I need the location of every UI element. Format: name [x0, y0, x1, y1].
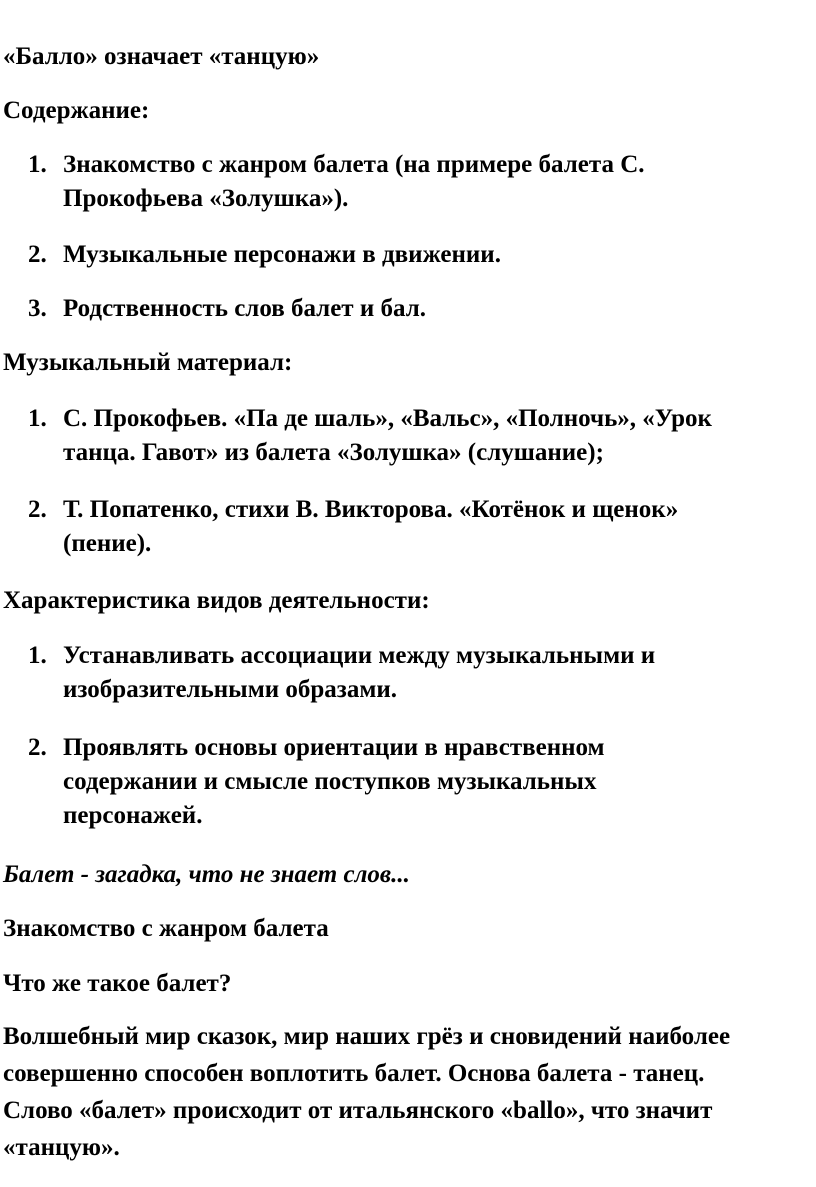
material-item-2 — [28, 493, 798, 561]
material-item-1 — [28, 402, 798, 470]
epigraph: Балет - загадка, что не знает слов... — [3, 861, 410, 888]
activities-heading: Характеристика видов деятельности: — [3, 587, 430, 614]
closing-line-2: совершенно способен воплотить балет. Основа балета - танец. — [3, 1060, 705, 1087]
contents-heading: Содержание: — [3, 97, 150, 124]
activities-item-2 — [28, 731, 798, 833]
list-text-line: С. Прокофьев. «Па де шаль», «Вальс», «Полночь», «Урок — [63, 405, 712, 432]
list-number: 2. — [28, 496, 47, 523]
list-number: 2. — [28, 241, 47, 268]
list-text-line: содержании и смысле поступков музыкальных — [63, 768, 597, 795]
section-title: Знакомство с жанром балета — [3, 915, 329, 942]
list-text-line: Знакомство с жанром балета (на примере балета С. — [63, 151, 645, 178]
list-text-line: (пение). — [63, 530, 152, 557]
list-text-line: Проявлять основы ориентации в нравственном — [63, 734, 605, 761]
intro-line: «Балло» означает «танцую» — [3, 43, 320, 70]
closing-line-1: Волшебный мир сказок, мир наших грёз и сновидений наиболее — [3, 1023, 731, 1050]
list-text-line: танца. Гавот» из балета «Золушка» (слушание); — [63, 439, 604, 466]
list-number: 1. — [28, 405, 47, 432]
list-text-line: персонажей. — [63, 802, 203, 829]
contents-item-1 — [28, 148, 798, 216]
list-text-line: изобразительными образами. — [63, 676, 398, 703]
list-text-line: Прокофьева «Золушка»). — [63, 185, 349, 212]
list-number: 1. — [28, 151, 47, 178]
contents-item-3 — [28, 292, 798, 326]
closing-line-3: Слово «балет» происходит от итальянского «ballo», что значит — [3, 1097, 713, 1124]
closing-line-4: «танцую». — [3, 1134, 120, 1161]
contents-item-2 — [28, 238, 798, 272]
list-number: 1. — [28, 642, 47, 669]
list-text-line: Т. Попатенко, стихи В. Викторова. «Котёнок и щенок» — [63, 496, 679, 523]
question-line: Что же такое балет? — [3, 970, 232, 997]
activities-item-1 — [28, 639, 798, 707]
list-text-line: Музыкальные персонажи в движении. — [63, 241, 501, 268]
list-text-line: Устанавливать ассоциации между музыкальными и — [63, 642, 656, 669]
material-heading: Музыкальный материал: — [3, 349, 293, 376]
list-number: 3. — [28, 295, 47, 322]
list-number: 2. — [28, 734, 47, 761]
list-text-line: Родственность слов балет и бал. — [63, 295, 426, 322]
